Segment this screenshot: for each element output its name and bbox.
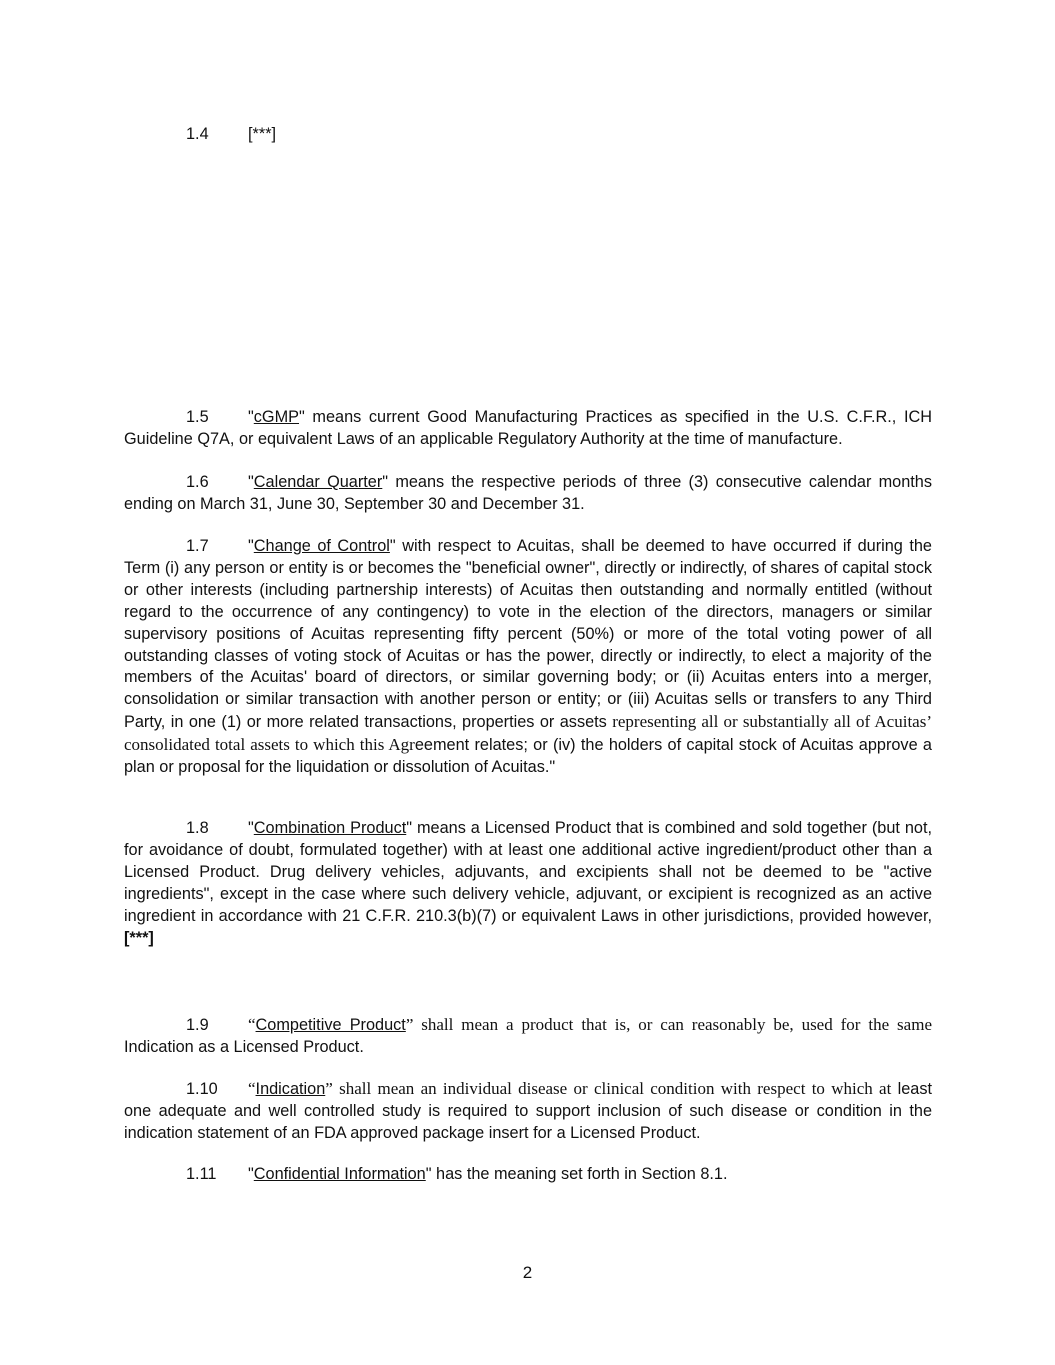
clause-text-serif: ” shall mean a product that is, or can reasonably be, used for the same	[405, 1015, 932, 1034]
clause-text: " has the meaning set forth in Section 8.1.	[425, 1165, 728, 1183]
clause-text: Indication as a Licensed Product.	[124, 1037, 364, 1056]
clause-number: 1.8	[186, 819, 209, 837]
clause-text: [***]	[248, 125, 277, 143]
quote-mark: "	[248, 819, 254, 837]
clause-text: " means current Good Manufacturing Practices as specified in the U.S. C.F.R., ICH Guideline Q7A, or equivalent Laws of an applicable Regulatory Authority at the time of manufacture.	[124, 408, 932, 448]
clause-number: 1.11	[186, 1165, 217, 1183]
defined-term: Combination Product	[253, 819, 407, 837]
clause-1-10	[124, 1078, 932, 1145]
defined-term: Competitive Product	[255, 1016, 406, 1034]
redaction-marker: [***]	[124, 928, 154, 947]
defined-term: cGMP	[253, 408, 300, 426]
clause-1-4	[124, 124, 932, 146]
quote-mark: “	[248, 1015, 256, 1034]
clause-text: " means a Licensed Product that is combined and sold together (but not, for avoidance of doubt, formulated together) with at least one additional active ingredient/product other than a Licensed Product. Drug delivery vehicles, adjuvants, and excipients shall not be deemed to be "active ingredients", except in the case where such delivery vehicle, adjuvant, or excipient is recognized as an active ingredient in accordance with 21 C.F.R. 210.3(b)(7) or equivalent Laws in other jurisdictions, provided however,	[124, 819, 933, 925]
clause-text: eement relates; or (iv) the holders of capital stock of Acuitas approve a plan or proposal for the liquidation or dissolution of Acuitas."	[124, 736, 932, 777]
clause-text-serif: representing all or substantially all of Acuitas’ consolidated total assets to which this Agr	[124, 712, 932, 755]
quote-mark: "	[248, 473, 254, 491]
clause-number: 1.7	[186, 537, 209, 555]
quote-mark: "	[248, 537, 254, 555]
defined-term: Confidential Information	[253, 1165, 426, 1183]
page-number: 2	[522, 1263, 533, 1282]
defined-term: Change of Control	[253, 537, 390, 555]
clause-1-8	[124, 818, 932, 949]
defined-term: Calendar Quarter	[253, 473, 383, 491]
clause-1-9	[124, 1014, 932, 1059]
clause-text: " with respect to Acuitas, shall be deemed to have occurred if during the Term (i) any person or entity is or becomes the "beneficial owner", directly or indirectly, of shares of capital stock or other interests (including partnership interests) of Acuitas then outstanding and normally entitled (without regard to the occurrence of any contingency) to vote in the election of the directors, managers or similar supervisory positions of Acuitas representing fifty percent (50%) or more of the total voting power of all outstanding classes of voting stock of Acuitas or has the power, directly or indirectly, to elect a majority of the members of the Acuitas' board of directors, or similar governing body; or (ii) Acuitas enters into a merger, consolidation or similar transaction with another person or entity; or (iii) Acuitas sells or transfers to any Third Party, in one (1) or more related transactions, properties or assets	[124, 537, 932, 732]
clause-1-6	[124, 472, 932, 516]
defined-term: Indication	[255, 1080, 326, 1098]
clause-number: 1.5	[186, 408, 209, 426]
clause-1-11	[124, 1164, 932, 1186]
clause-1-7	[124, 536, 932, 779]
quote-mark: "	[248, 408, 254, 426]
clause-1-5	[124, 407, 932, 451]
clause-number: 1.9	[186, 1016, 209, 1034]
clause-number: 1.10	[186, 1080, 218, 1098]
clause-number: 1.6	[186, 473, 209, 491]
clause-text: least one adequate and well controlled study is required to support inclusion of such disease or condition in the indication statement of an FDA approved package insert for a Licensed Product.	[124, 1080, 932, 1142]
quote-mark: “	[248, 1079, 256, 1098]
clause-text-serif: ” shall mean an individual disease or clinical condition with respect to which at	[325, 1079, 898, 1098]
quote-mark: "	[248, 1165, 254, 1183]
clause-number: 1.4	[186, 125, 209, 143]
clause-text: " means the respective periods of three (3) consecutive calendar months ending on March 31, June 30, September 30 and December 31.	[124, 473, 932, 513]
